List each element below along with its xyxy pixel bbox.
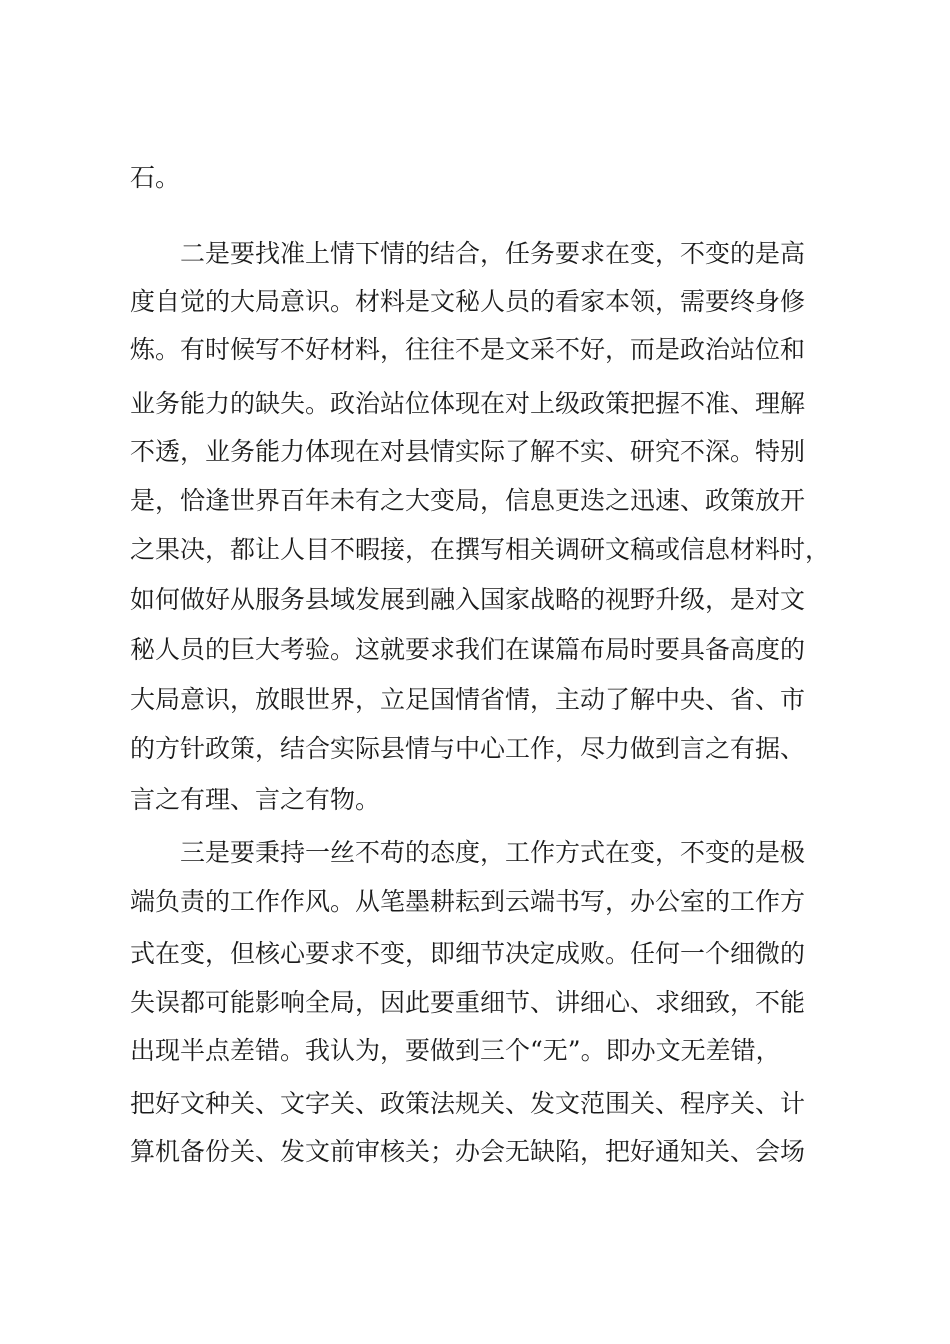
text-line: 出现半点差错。我认为，要做到三个“无”。即办文无差错， bbox=[130, 1036, 781, 1065]
text-line: 把好文种关、文字关、政策法规关、发文范围关、程序关、计 bbox=[130, 1089, 806, 1118]
text-line: 言之有理、言之有物。 bbox=[130, 785, 381, 814]
text-line: 式在变，但核心要求不变，即细节决定成败。任何一个细微的 bbox=[130, 939, 806, 968]
text-line: 大局意识，放眼世界，立足国情省情，主动了解中央、省、市 bbox=[130, 685, 806, 714]
text-line: 算机备份关、发文前审核关；办会无缺陷，把好通知关、会场 bbox=[130, 1137, 806, 1166]
text-line: 之果决，都让人目不暇接，在撰写相关调研文稿或信息材料时， bbox=[130, 535, 831, 564]
text-line: 石。 bbox=[130, 163, 181, 192]
text-line: 端负责的工作作风。从笔墨耕耘到云端书写，办公室的工作方 bbox=[130, 887, 806, 916]
text-line: 业务能力的缺失。政治站位体现在对上级政策把握不准、理解 bbox=[130, 389, 806, 418]
text-line: 的方针政策，结合实际县情与中心工作，尽力做到言之有据、 bbox=[130, 734, 806, 763]
text-line: 是，恰逢世界百年未有之大变局，信息更迭之迅速、政策放开 bbox=[130, 486, 806, 515]
text-line: 秘人员的巨大考验。这就要求我们在谋篇布局时要具备高度的 bbox=[130, 635, 806, 664]
text-line: 不透，业务能力体现在对县情实际了解不实、研究不深。特别 bbox=[130, 437, 806, 466]
paragraph-2-start: 二是要找准上情下情的结合，任务要求在变，不变的是高 bbox=[180, 239, 806, 268]
text-line: 度自觉的大局意识。材料是文秘人员的看家本领，需要终身修 bbox=[130, 287, 806, 316]
text-line: 如何做好从服务县域发展到融入国家战略的视野升级，是对文 bbox=[130, 585, 806, 614]
text-line: 炼。有时候写不好材料，往往不是文采不好，而是政治站位和 bbox=[130, 335, 806, 364]
text-line: 失误都可能影响全局，因此要重细节、讲细心、求细致，不能 bbox=[130, 988, 806, 1017]
paragraph-3-start: 三是要秉持一丝不苟的态度，工作方式在变，不变的是极 bbox=[180, 838, 806, 867]
